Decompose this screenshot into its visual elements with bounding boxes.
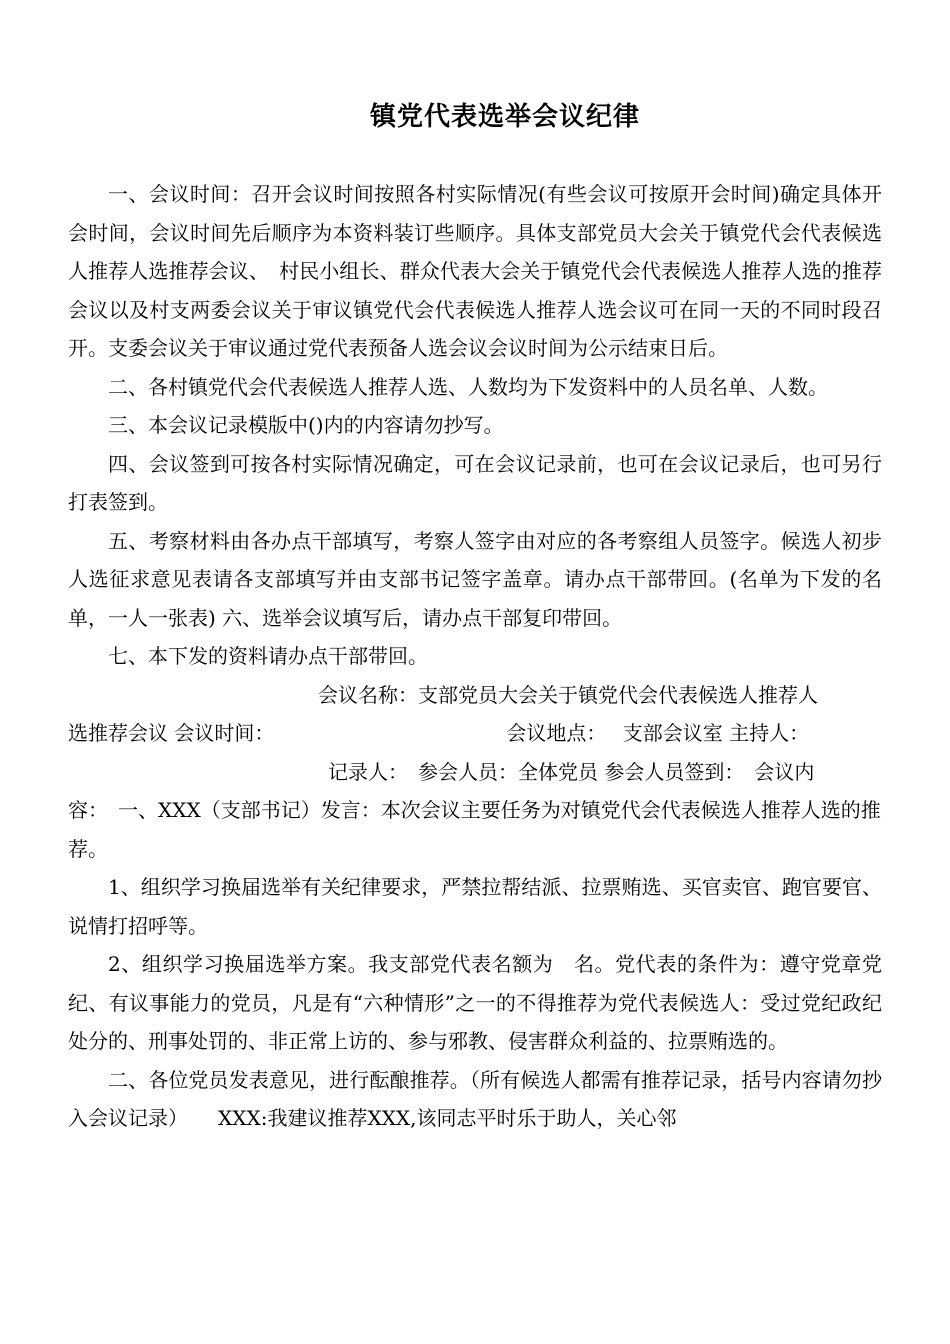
meeting-location: 会议地点： 支部会议室 主持人： <box>506 721 810 745</box>
meeting-content-line: 容： 一、XXX（支部书记）发言：本次会议主要任务为对镇党代会代表候选人推荐人选的推荐。 <box>68 798 881 861</box>
paragraph-candidates: 二、各村镇党代会代表候选人推荐人选、人数均为下发资料中的人员名单、人数。 <box>108 374 828 399</box>
item-discipline: 1、组织学习换届选举有关纪律要求，严禁拉帮结派、拉票贿选、买官卖官、跑官要官、说情打招呼等。 <box>68 875 882 938</box>
document-title: 镇党代表选举会议纪律 <box>369 102 640 132</box>
item-recommendation: 二、各位党员发表意见，进行酝酿推荐。（所有候选人都需有推荐记录，括号内容请勿抄入会议记录） XXX:我建议推荐XXX,该同志平时乐于助人，关心邻 <box>68 1067 882 1130</box>
meeting-recorder-line: 记录人： 参会人员：全体党员 参会人员签到： 会议内 <box>328 759 815 784</box>
paragraph-materials: 七、本下发的资料请办点干部带回。 <box>108 644 428 668</box>
meeting-name-continued: 选推荐会议 会议时间： <box>68 721 275 745</box>
item-election-plan: 2、组织学习换届选举方案。我支部党代表名额为 名。党代表的条件为：遵守党章党纪、有议事能力的党员，凡是有“六种情形”之一的不得推荐为党代表候选人：受过党纪政纪处分的、刑事处罚的、非正常上访的、参与邪教、侵害群众利益的、拉票贿选的。 <box>68 952 882 1053</box>
meeting-name-line: 会议名称：支部党员大会关于镇党代会代表候选人推荐人 <box>318 682 818 707</box>
paragraph-template-note: 三、本会议记录模版中()内的内容请勿抄写。 <box>108 413 504 437</box>
paragraph-meeting-time: 一、会议时间：召开会议时间按照各村实际情况(有些会议可按原开会时间)确定具体开会时间，会议时间先后顺序为本资料装订些顺序。具体支部党员大会关于镇党代会代表候选人推荐人选推荐会议、 村民小组长、群众代表大会关于镇党代会代表候选人推荐人选的推荐会议以及村支两委会议关于审议镇党代会代表候选人推荐人选会议可在同一天的不同时段召开。支委会议关于审议通过党代表预备人选会议会议时间为公示结束日后。 <box>68 182 882 360</box>
paragraph-sign-in: 四、会议签到可按各村实际情况确定，可在会议记录前，也可在会议记录后，也可另行打表签到。 <box>68 451 882 514</box>
meeting-time-line <box>68 714 882 753</box>
paragraph-inspection: 五、考察材料由各办点干部填写，考察人签字由对应的各考察组人员签字。候选人初步人选征求意见表请各支部填写并由支部书记签字盖章。请办点干部带回。(名单为下发的名单，一人一张表) 六、选举会议填写后，请办点干部复印带回。 <box>68 528 882 630</box>
